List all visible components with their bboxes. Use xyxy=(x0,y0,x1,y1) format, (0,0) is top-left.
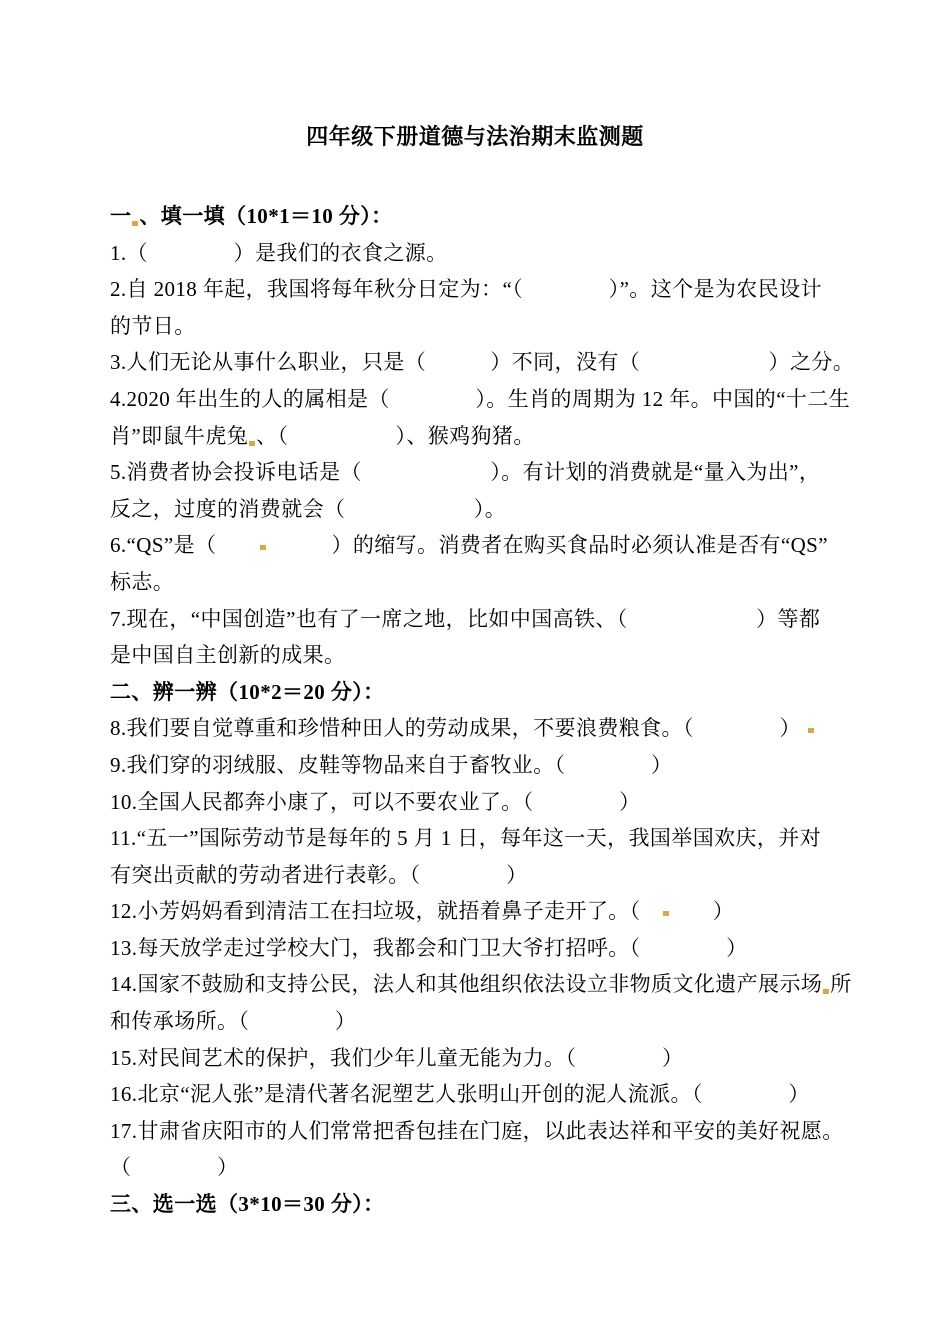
stray-mark-dot xyxy=(808,728,814,733)
q17-line-1: 17.甘肃省庆阳市的人们常常把香包挂在门庭，以此表达祥和平安的美好祝愿。 xyxy=(110,1118,844,1143)
q15-line: 15.对民间艺术的保护，我们少年儿童无能为力。（ ） xyxy=(110,1045,684,1070)
q7-line-2: 是中国自主创新的成果。 xyxy=(110,643,346,668)
q13-line: 13.每天放学走过学校大门，我都会和门卫大爷打招呼。（ ） xyxy=(110,935,748,960)
q14-line-2: 和传承场所。（ ） xyxy=(110,1009,357,1034)
stray-mark-dot xyxy=(132,221,138,226)
stray-mark-dot xyxy=(663,911,669,916)
q5-line-2: 反之，过度的消费就会（ ）。 xyxy=(110,496,507,521)
q7-line-1: 7.现在，“中国创造”也有了一席之地，比如中国高铁、（ ）等都 xyxy=(110,606,821,631)
section-3-heading: 三、选一选（3*10＝30 分）： xyxy=(110,1192,385,1217)
q11-line-1: 11.“五一”国际劳动节是每年的 5 月 1 日，每年这一天，我国举国欢庆，并对 xyxy=(110,826,822,851)
q5-line-1: 5.消费者协会投诉电话是（ ）。有计划的消费就是“量入为出”， xyxy=(110,460,821,485)
document-body xyxy=(0,198,950,1223)
q3-line: 3.人们无论从事什么职业，只是（ ）不同，没有（ ）之分。 xyxy=(110,350,855,375)
q4-line-2: 肖”即鼠牛虎兔 、（ ）、猴鸡狗猪。 xyxy=(110,423,535,448)
section-2-heading: 二、辨一辨（10*2＝20 分）： xyxy=(110,679,385,704)
q10-line: 10.全国人民都奔小康了，可以不要农业了。（ ） xyxy=(110,789,641,814)
q17-line-2: （ ） xyxy=(110,1155,239,1180)
q6-line-1: 6.“QS”是（ ）的缩写。消费者在购买食品时必须认准是否有“QS” xyxy=(110,533,828,558)
section-1-heading: 一 、填一填（10*1＝10 分）： xyxy=(110,204,393,228)
q2-line-2: 的节日。 xyxy=(110,313,196,338)
q14-line-1: 14.国家不鼓励和支持公民，法人和其他组织依法设立非物质文化遗产展示场 所 xyxy=(110,972,852,997)
stray-mark-dot xyxy=(823,989,829,994)
q16-line: 16.北京“泥人张”是清代著名泥塑艺人张明山开创的泥人流派。（ ） xyxy=(110,1082,810,1107)
q12-line: 12.小芳妈妈看到清洁工在扫垃圾，就捂着鼻子走开了。（ ） xyxy=(110,899,735,924)
q1-line: 1.（ ）是我们的衣食之源。 xyxy=(110,240,448,265)
q6-line-2: 标志。 xyxy=(110,569,175,594)
stray-mark-dot xyxy=(249,441,255,446)
q8-line: 8.我们要自觉尊重和珍惜种田人的劳动成果，不要浪费粮食。（ ） xyxy=(110,710,862,747)
document-title: 四年级下册道德与法治期末监测题 xyxy=(306,124,644,149)
q4-line-1: 4.2020 年出生的人的属相是（ ）。生肖的周期为 12 年。中国的“十二生 xyxy=(110,386,851,411)
q2-line-1: 2.自 2018 年起，我国将每年秋分日定为：“（ ）”。这个是为农民设计 xyxy=(110,277,822,302)
q9-line: 9.我们穿的羽绒服、皮鞋等物品来自于畜牧业。（ ） xyxy=(110,752,673,777)
q11-line-2: 有突出贡献的劳动者进行表彰。（ ） xyxy=(110,862,528,887)
stray-mark-dot xyxy=(260,545,266,550)
